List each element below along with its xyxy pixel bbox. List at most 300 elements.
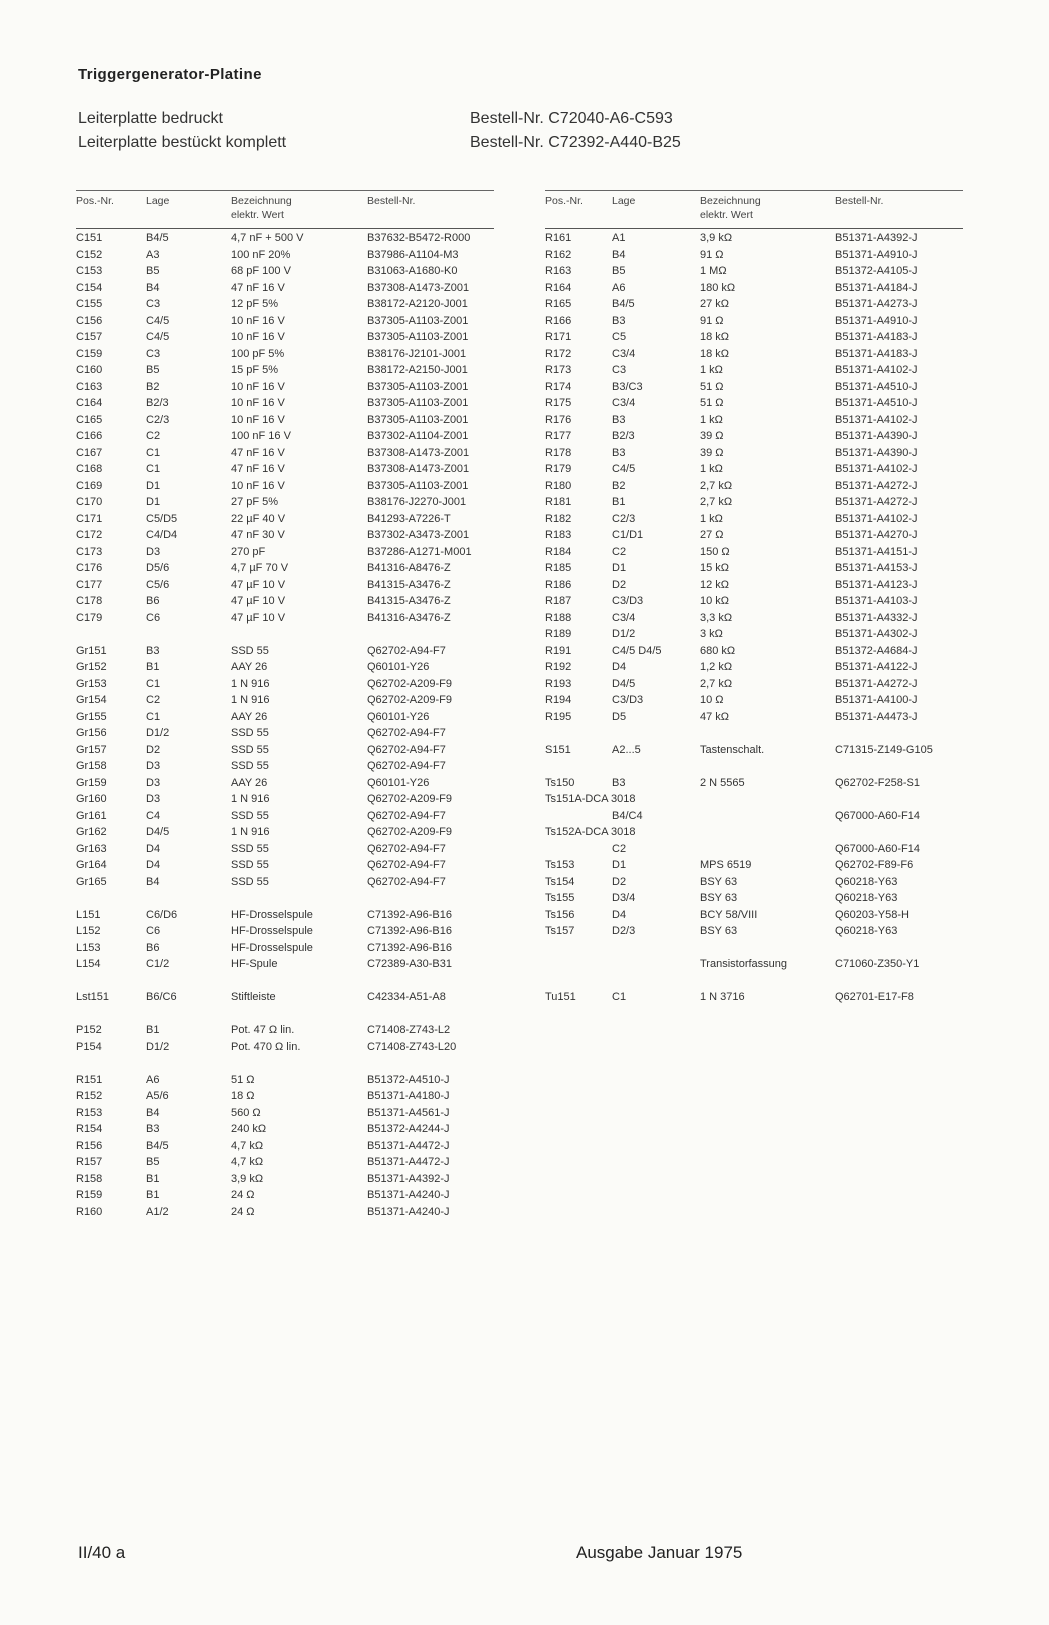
cell-pos: Gr163: [76, 842, 107, 855]
table-row: [76, 577, 494, 594]
cell-lage: C2/3: [146, 413, 170, 426]
cell-value: SSD 55: [231, 727, 269, 739]
cell-value: 1 kΩ: [700, 463, 723, 475]
cell-value: 2,7 kΩ: [700, 479, 733, 492]
cell-value: HF-Drosselspule: [231, 925, 313, 937]
cell-order: B51371-A4183-J: [835, 331, 918, 343]
cell-value: Tastenschalt.: [700, 743, 765, 756]
cell-pos: R172: [545, 347, 572, 360]
cell-lage: B2: [612, 479, 626, 492]
cell-pos: C179: [76, 611, 103, 624]
cell-pos: C167: [76, 446, 103, 459]
cell-pos: Gr165: [76, 875, 107, 888]
cell-value: 1 N 916: [231, 826, 270, 838]
col-pos-header: Pos.-Nr.: [76, 195, 114, 207]
cell-value: 47 µF 10 V: [231, 611, 286, 624]
cell-order: Q62702-F258-S1: [835, 776, 920, 789]
cell-lage: C1: [612, 991, 627, 1003]
cell-lage: A2...5: [612, 743, 641, 756]
table-row: [76, 1039, 494, 1056]
cell-value: 18 Ω: [231, 1090, 255, 1102]
cell-value: 1 kΩ: [700, 413, 723, 426]
table-row: [76, 428, 494, 445]
cell-lage: D4: [612, 661, 627, 673]
table-row: [545, 824, 963, 841]
cell-pos: R162: [545, 248, 572, 261]
col-pos-header: Pos.-Nr.: [545, 195, 583, 207]
table-row: [76, 280, 494, 297]
cell-value: AAY 26: [231, 710, 268, 723]
cell-order: B51371-A4100-J: [835, 694, 918, 706]
cell-lage: B2/3: [612, 430, 635, 442]
cell-value: 47 µF 10 V: [231, 578, 286, 591]
cell-pos: Tu151: [545, 991, 576, 1003]
cell-lage: C2: [146, 694, 161, 706]
cell-pos: R180: [545, 479, 572, 492]
table-row: [545, 379, 963, 396]
cell-pos: C165: [76, 413, 103, 426]
cell-order: Q60218-Y63: [835, 892, 898, 904]
col-lage-header: Lage: [146, 195, 170, 207]
cell-value: SSD 55: [231, 875, 269, 888]
cell-lage: B6: [146, 595, 160, 607]
cell-value: 47 µF 10 V: [231, 595, 286, 607]
cell-value: 27 pF 5%: [231, 496, 279, 508]
cell-order: B51371-A4332-J: [835, 611, 918, 624]
cell-pos: Ts155: [545, 892, 575, 904]
cell-order: B51371-A4272-J: [835, 479, 918, 492]
header-order-printed: Bestell-Nr. C72040-A6-C593: [470, 110, 673, 127]
cell-lage: C1: [146, 446, 161, 459]
cell-order: B51371-A4184-J: [835, 281, 918, 294]
table-row: [545, 511, 963, 528]
table-row: [76, 230, 494, 247]
table-row: [76, 313, 494, 330]
cell-order: B51371-A4472-J: [367, 1156, 450, 1168]
cell-pos: Ts150: [545, 776, 575, 789]
table-row: [545, 313, 963, 330]
cell-order: B51371-A4273-J: [835, 298, 918, 310]
table-row: [76, 940, 494, 957]
table-row: [545, 560, 963, 577]
cell-order: C71392-A96-B16: [367, 925, 453, 937]
cell-order: B51371-A4561-J: [367, 1106, 450, 1119]
cell-value: 10 nF 16 V: [231, 479, 285, 492]
cell-value: HF-Spule: [231, 958, 278, 970]
table-row: [76, 1171, 494, 1188]
cell-lage: D4/5: [612, 677, 636, 690]
row-gap: [76, 626, 494, 643]
table-row: [545, 775, 963, 792]
cell-pos: Gr164: [76, 859, 107, 871]
table-row: [545, 230, 963, 247]
table-row: [76, 263, 494, 280]
cell-pos: R181: [545, 496, 572, 508]
cell-lage: D2: [146, 743, 161, 756]
cell-order: B51371-A4272-J: [835, 677, 918, 690]
cell-order: B51371-A4302-J: [835, 628, 918, 640]
col-order-header: Bestell-Nr.: [835, 195, 884, 207]
cell-lage: C3/4: [612, 611, 636, 624]
cell-pos: R189: [545, 628, 572, 640]
cell-order: C71408-Z743-L20: [367, 1040, 457, 1053]
row-gap: [76, 1006, 494, 1023]
cell-value: 3,9 kΩ: [231, 1172, 264, 1185]
cell-value: 270 pF: [231, 545, 266, 558]
cell-pos: C176: [76, 562, 103, 574]
cell-pos: R175: [545, 397, 572, 409]
cell-value: Stiftleiste: [231, 991, 276, 1003]
cell-pos: C170: [76, 496, 103, 508]
cell-lage: D1: [146, 496, 161, 508]
cell-order: Q62702-A209-F9: [367, 793, 452, 805]
col-bez-header: Bezeichnung: [231, 195, 292, 207]
cell-lage: B4/5: [146, 232, 169, 244]
cell-order: B38176-J2101-J001: [367, 347, 467, 360]
cell-value: 1 N 3716: [700, 991, 745, 1003]
cell-pos: R193: [545, 677, 572, 690]
cell-lage: D1/2: [612, 628, 636, 640]
cell-order: B37308-A1473-Z001: [367, 463, 470, 475]
row-gap: [545, 725, 963, 742]
cell-order: Q62702-A209-F9: [367, 677, 452, 690]
cell-value: 51 Ω: [231, 1073, 255, 1086]
cell-order: B51372-A4510-J: [367, 1073, 450, 1086]
cell-order: B51371-A4151-J: [835, 545, 918, 558]
cell-lage: B4: [146, 1106, 160, 1119]
cell-lage: B3: [612, 776, 626, 789]
cell-lage: C4/5: [612, 463, 636, 475]
table-row: [76, 544, 494, 561]
table-row: [545, 907, 963, 924]
cell-value: 2,7 kΩ: [700, 677, 733, 690]
cell-order: B37305-A1103-Z001: [367, 331, 469, 343]
cell-value: SSD 55: [231, 842, 269, 855]
header-order-assembled: Bestell-Nr. C72392-A440-B25: [470, 134, 681, 151]
cell-lage: D3/4: [612, 892, 636, 904]
cell-lage: B4/5: [612, 298, 635, 310]
cell-lage: D3: [146, 545, 161, 558]
cell-order: B41316-A8476-Z: [367, 562, 451, 574]
cell-order: B51371-A4270-J: [835, 529, 918, 541]
cell-order: B51371-A4910-J: [835, 314, 918, 327]
cell-value: 12 pF 5%: [231, 298, 279, 310]
page-number: II/40 a: [78, 1543, 126, 1562]
cell-value: HF-Drosselspule: [231, 941, 313, 954]
cell-value: HF-Drosselspule: [231, 908, 313, 921]
table-row: [545, 676, 963, 693]
cell-value: 100 nF 20%: [231, 248, 291, 261]
cell-pos: Gr161: [76, 809, 107, 822]
cell-lage: C3/D3: [612, 595, 644, 607]
table-row: [76, 346, 494, 363]
table-row: [545, 659, 963, 676]
cell-value: 10 nF 16 V: [231, 397, 285, 409]
cell-lage: C3/4: [612, 397, 636, 409]
cell-pos: R195: [545, 710, 572, 723]
cell-order: B41315-A3476-Z: [367, 595, 451, 607]
cell-order: B51371-A4910-J: [835, 248, 918, 261]
cell-pos: R183: [545, 529, 572, 541]
cell-lage: C1: [146, 677, 161, 690]
cell-pos: R176: [545, 413, 572, 426]
cell-lage: B5: [146, 364, 160, 376]
cell-value: 15 pF 5%: [231, 364, 279, 376]
cell-pos: Gr158: [76, 760, 107, 772]
cell-pos: R194: [545, 694, 572, 706]
table-header: [76, 190, 494, 230]
cell-pos: R154: [76, 1123, 103, 1135]
cell-order: B38176-J2270-J001: [367, 496, 467, 508]
cell-value: 1 N 916: [231, 677, 270, 690]
cell-order: B51371-A4102-J: [835, 463, 918, 475]
cell-pos: C157: [76, 331, 103, 343]
cell-order: B37305-A1103-Z001: [367, 479, 469, 492]
cell-lage: C5: [612, 331, 627, 343]
cell-value: 27 kΩ: [700, 298, 730, 310]
cell-lage: B5: [146, 1156, 160, 1168]
table-row: [545, 874, 963, 891]
table-row: [545, 956, 963, 973]
cell-lage: D5/6: [146, 562, 170, 574]
cell-lage: C4/5 D4/5: [612, 644, 662, 657]
cell-lage: C5/D5: [146, 512, 178, 525]
table-row: [545, 263, 963, 280]
table-row: [76, 478, 494, 495]
cell-value: 10 nF 16 V: [231, 413, 285, 426]
col-bez-header: Bezeichnung: [700, 195, 761, 207]
cell-value: 4,7 µF 70 V: [231, 562, 289, 574]
cell-order: Q67000-A60-F14: [835, 842, 920, 855]
cell-order: Q62702-A94-F7: [367, 875, 446, 888]
table-row: [76, 725, 494, 742]
page-title: Triggergenerator-Platine: [78, 66, 262, 83]
cell-pos: R156: [76, 1139, 103, 1152]
cell-order: B51371-A4272-J: [835, 496, 918, 508]
cell-pos: C171: [76, 512, 103, 525]
cell-order: Q67000-A60-F14: [835, 809, 920, 822]
cell-order: Q62702-A94-F7: [367, 644, 446, 657]
cell-value: Transistorfassung: [700, 958, 788, 970]
cell-value: 1 kΩ: [700, 364, 723, 376]
cell-value: 51 Ω: [700, 397, 724, 409]
table-row: [545, 808, 963, 825]
table-row: [76, 247, 494, 264]
cell-order: B37305-A1103-Z001: [367, 397, 469, 409]
cell-value: SSD 55: [231, 859, 269, 871]
table-row: [545, 329, 963, 346]
table-row: [76, 1105, 494, 1122]
table-row: [545, 626, 963, 643]
row-gap: [545, 758, 963, 775]
cell-value: 10 Ω: [700, 694, 724, 706]
cell-pos: R192: [545, 661, 572, 673]
cell-lage: B5: [146, 265, 160, 277]
cell-order: Q62702-A94-F7: [367, 859, 446, 871]
cell-pos: C153: [76, 265, 103, 277]
cell-lage: D3: [146, 776, 161, 789]
cell-order: B51371-A4392-J: [835, 232, 918, 244]
cell-pos: Gr155: [76, 710, 107, 723]
cell-lage: A3: [146, 248, 160, 261]
cell-pos: R157: [76, 1156, 103, 1168]
cell-pos: C178: [76, 595, 103, 607]
table-row: [76, 676, 494, 693]
cell-pos: R166: [545, 314, 572, 327]
cell-lage: C2: [612, 842, 627, 855]
cell-value: SSD 55: [231, 743, 269, 756]
cell-pos: Ts152A-DCA 3018: [545, 826, 636, 838]
cell-lage: B4: [612, 248, 626, 261]
col-order-header: Bestell-Nr.: [367, 195, 416, 207]
col-lage-header: Lage: [612, 195, 636, 207]
table-row: [545, 544, 963, 561]
header-label-printed: Leiterplatte bedruckt: [78, 110, 223, 127]
cell-pos: C168: [76, 463, 103, 475]
cell-pos: R164: [545, 281, 572, 294]
table-row: [545, 296, 963, 313]
cell-order: C72389-A30-B31: [367, 958, 453, 970]
cell-order: B51371-A4183-J: [835, 347, 918, 360]
cell-lage: B3: [612, 314, 626, 327]
cell-value: 1 N 916: [231, 793, 270, 805]
table-row: [76, 643, 494, 660]
cell-pos: P152: [76, 1024, 102, 1036]
cell-pos: R171: [545, 331, 572, 343]
cell-lage: C4/5: [146, 314, 170, 327]
cell-order: B51371-A4240-J: [367, 1189, 450, 1201]
table-row: [545, 841, 963, 858]
cell-order: B51371-A4472-J: [367, 1139, 450, 1152]
cell-pos: P154: [76, 1040, 102, 1053]
table-row: [545, 709, 963, 726]
cell-lage: C5/6: [146, 578, 170, 591]
cell-order: Q62702-A94-F7: [367, 809, 446, 822]
cell-lage: A6: [146, 1073, 160, 1086]
cell-lage: C3: [146, 347, 161, 360]
cell-order: B51371-A4390-J: [835, 446, 918, 459]
cell-pos: C154: [76, 281, 103, 294]
cell-pos: R153: [76, 1106, 103, 1119]
cell-value: BSY 63: [700, 925, 738, 937]
col-bez2-header: elektr. Wert: [700, 209, 753, 221]
cell-order: B51371-A4123-J: [835, 578, 918, 591]
edition-date: Ausgabe Januar 1975: [576, 1543, 743, 1562]
table-row: [76, 1187, 494, 1204]
cell-value: 10 nF 16 V: [231, 331, 285, 343]
cell-lage: B5: [612, 265, 626, 277]
cell-order: B51371-A4102-J: [835, 512, 918, 525]
cell-order: C71392-A96-B16: [367, 908, 453, 921]
cell-pos: C166: [76, 430, 103, 442]
cell-value: 3 kΩ: [700, 628, 723, 640]
cell-lage: C6: [146, 925, 161, 937]
table-row: [545, 857, 963, 874]
cell-lage: C3/D3: [612, 694, 644, 706]
cell-lage: C1: [146, 463, 161, 475]
cell-lage: B3: [146, 644, 160, 657]
cell-order: B51371-A4102-J: [835, 413, 918, 426]
table-row: [545, 280, 963, 297]
cell-order: Q60218-Y63: [835, 925, 898, 937]
parts-table-right: [545, 190, 963, 1006]
row-gap: [76, 890, 494, 907]
table-row: [545, 494, 963, 511]
table-row: [76, 841, 494, 858]
table-row: [76, 412, 494, 429]
cell-lage: B6: [146, 941, 160, 954]
cell-lage: C1/2: [146, 958, 170, 970]
cell-order: B51371-A4102-J: [835, 364, 918, 376]
cell-value: 10 kΩ: [700, 595, 730, 607]
cell-order: B37305-A1103-Z001: [367, 413, 469, 426]
cell-order: B38172-A2150-J001: [367, 364, 468, 376]
cell-value: 10 nF 16 V: [231, 314, 285, 327]
table-body: [545, 230, 963, 1006]
table-row: [76, 775, 494, 792]
table-row: [76, 709, 494, 726]
table-row: [76, 296, 494, 313]
table-row: [545, 791, 963, 808]
cell-value: 24 Ω: [231, 1189, 255, 1201]
cell-pos: C169: [76, 479, 103, 492]
cell-lage: B2/3: [146, 397, 169, 409]
cell-lage: A1: [612, 232, 626, 244]
cell-lage: D5: [612, 710, 627, 723]
cell-value: 24 Ω: [231, 1205, 255, 1218]
cell-lage: C1/D1: [612, 529, 644, 541]
table-row: [76, 610, 494, 627]
cell-lage: B4: [146, 875, 160, 888]
cell-value: BSY 63: [700, 875, 738, 888]
cell-order: B51371-A4122-J: [835, 661, 918, 673]
row-gap: [545, 940, 963, 957]
table-row: [545, 412, 963, 429]
table-row: [545, 742, 963, 759]
cell-lage: C3: [146, 298, 161, 310]
cell-pos: R160: [76, 1205, 103, 1218]
cell-pos: R177: [545, 430, 572, 442]
table-row: [76, 923, 494, 940]
table-row: [76, 874, 494, 891]
cell-value: 4,7 kΩ: [231, 1156, 264, 1168]
table-row: [76, 1204, 494, 1221]
cell-value: 1 kΩ: [700, 512, 723, 525]
cell-lage: D1: [146, 479, 161, 492]
cell-pos: R178: [545, 446, 572, 459]
table-row: [545, 395, 963, 412]
cell-pos: C160: [76, 364, 103, 376]
cell-value: 680 kΩ: [700, 644, 736, 657]
cell-value: 18 kΩ: [700, 347, 730, 360]
cell-lage: A1/2: [146, 1205, 169, 1218]
row-gap: [545, 973, 963, 990]
cell-lage: D4: [612, 908, 627, 921]
cell-value: 100 pF 5%: [231, 347, 285, 360]
cell-value: 39 Ω: [700, 430, 724, 442]
cell-lage: D4/5: [146, 826, 170, 838]
cell-lage: A6: [612, 281, 626, 294]
cell-value: 100 nF 16 V: [231, 430, 291, 442]
table-row: [76, 742, 494, 759]
cell-value: 10 nF 16 V: [231, 380, 285, 393]
cell-pos: R184: [545, 545, 572, 558]
cell-pos: R173: [545, 364, 572, 376]
cell-pos: C173: [76, 545, 103, 558]
cell-value: 4,7 kΩ: [231, 1139, 264, 1152]
table-row: [76, 808, 494, 825]
cell-pos: C177: [76, 578, 103, 591]
